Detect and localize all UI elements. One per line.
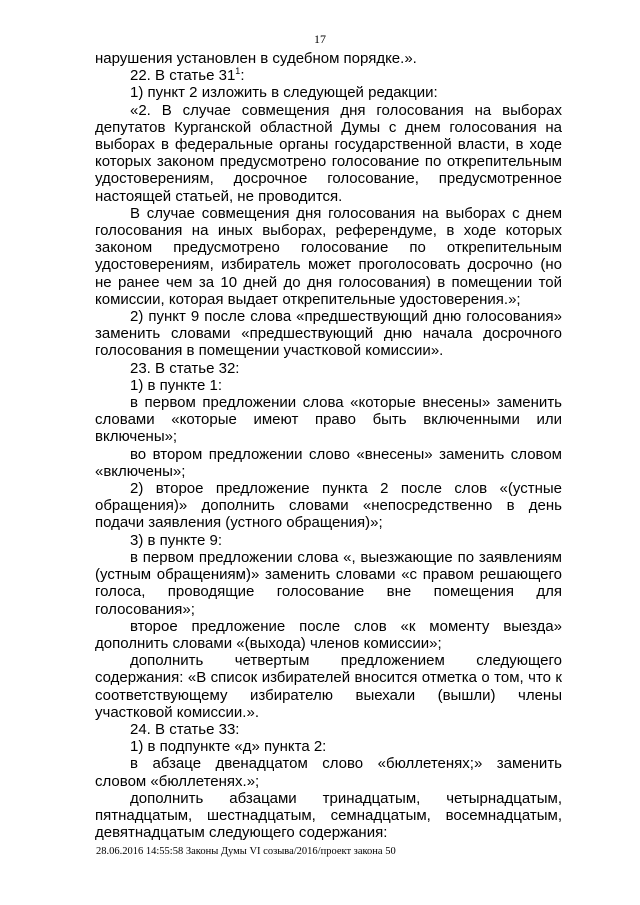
paragraph: во втором предложении слово «внесены» заменить словом «включены»;	[95, 445, 562, 480]
paragraph: в абзаце двенадцатом слово «бюллетенях;» заменить словом «бюллетенях.»;	[95, 755, 562, 790]
page-number: 17	[314, 32, 326, 46]
paragraph: 2) пункт 9 после слова «предшествующий дню голосования» заменить словами «предшествующий дню начала досрочного голосования в помещении участковой комиссии».	[95, 308, 562, 360]
paragraph: дополнить четвертым предложением следующего содержания: «В список избирателей вносится отметка о том, что к соответствующему избирателю выехали (вышли) члены участковой комиссии.».	[95, 652, 562, 721]
paragraph: дополнить абзацами тринадцатым, четырнадцатым, пятнадцатым, шестнадцатым, семнадцатым, восемнадцатым, девятнадцатым следующего содержания:	[95, 789, 562, 842]
paragraph: 1) в подпункте «д» пункта 2:	[130, 738, 327, 756]
paragraph: в первом предложении слова «, выезжающие по заявлениям (устным обращениям)» заменить словами «с правом решающего голоса, проводящие голосование вне помещения для голосования»;	[95, 548, 562, 618]
paragraph: 23. В статье 32:	[130, 359, 240, 377]
document-body	[95, 50, 562, 841]
document-footer: 28.06.2016 14:55:58 Законы Думы VI созыва/2016/проект закона 50	[96, 846, 396, 857]
paragraph: 1) пункт 2 изложить в следующей редакции:	[130, 84, 438, 102]
paragraph-tail: :	[240, 67, 245, 85]
paragraph: нарушения установлен в судебном порядке.».	[95, 50, 417, 67]
paragraph: 2) второе предложение пункта 2 после слов «(устные обращения)» дополнить словами «непосредственно в день подачи заявления (устного обращения)»;	[95, 480, 562, 532]
paragraph: «2. В случае совмещения дня голосования на выборах депутатов Курганской областной Думы с днем голосования на выборах в федеральные органы государственной власти, в ходе которых законом предусмотрено голосование по открепительным удостоверениям, досрочное голосование, предусмотренное настоящей статьей, не проводится.	[95, 101, 562, 205]
paragraph	[95, 67, 562, 84]
superscript: 1	[235, 66, 241, 77]
paragraph: В случае совмещения дня голосования на выборах с днем голосования на иных выборах, референдуме, в ходе которых законом предусмотрено голосование по открепительным удостоверениям, избиратель может проголосовать досрочно (но не ранее чем за 10 дней до дня голосования) в помещении той комиссии, которая выдает открепительные удостоверения.»;	[95, 204, 562, 308]
paragraph: второе предложение после слов «к моменту выезда» дополнить словами «(выхода) членов комиссии»;	[95, 617, 562, 652]
paragraph: 24. В статье 33:	[130, 720, 240, 738]
paragraph: 3) в пункте 9:	[130, 531, 222, 549]
paragraph-text: 22. В статье 31	[130, 67, 236, 85]
paragraph: 1) в пункте 1:	[130, 376, 222, 394]
paragraph: в первом предложении слова «которые внесены» заменить словами «которые имеют право быть включенными или включены»;	[95, 394, 562, 446]
